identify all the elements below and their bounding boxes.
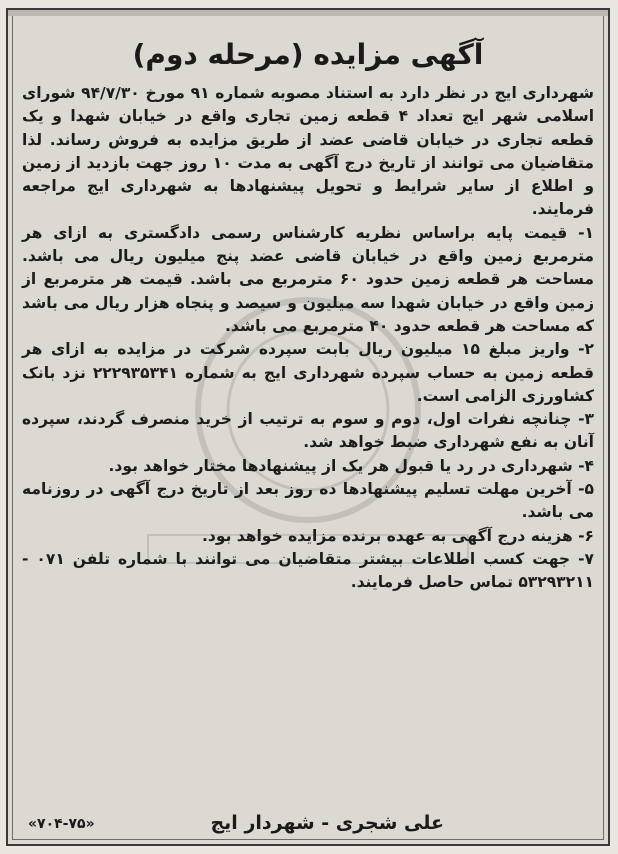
top-edge-strip: [8, 10, 608, 16]
notice-title: آگهی مزایده (مرحله دوم): [132, 38, 484, 71]
signature-line: علی شجری - شهردار ایج: [210, 812, 444, 834]
notice-item-6: ۶- هزینه درج آگهی به عهده برنده مزایده خواهد بود.: [202, 526, 594, 545]
notice-item-5: ۵- آخرین مهلت تسلیم پیشنهادها ده روز بعد از تاریخ درج آگهی در روزنامه می باشد.: [22, 480, 594, 522]
notice-intro: شهرداری ایج در نظر دارد به استناد مصوبه شماره ۹۱ مورخ ۹۴/۷/۳۰ شورای اسلامی شهر ایج تعداد ۴ قطعه زمین تجاری واقع در خیابان شهدا و یک قطعه تجاری در خیابان قاضی عضد از طریق مزایده به فروش رساند. لذا متقاضیان می توانند از تاریخ درج آگهی به مدت ۱۰ روز جهت بازدید از زمین و اطلاع از سایر شرایط و تحویل پیشنهادها به شهرداری ایج مراجعه فرمایند.: [22, 84, 595, 219]
notice-footer: [22, 806, 594, 836]
notice-item-7: ۷- جهت کسب اطلاعات بیشتر متقاضیان می توانند با شماره تلفن ۰۷۱ - ۵۳۲۹۳۲۱۱ تماس حاصل فرمایند.: [22, 549, 594, 592]
notice-body: [22, 82, 594, 595]
notice-item-3: ۳- چنانچه نفرات اول، دوم و سوم به ترتیب از خرید منصرف گردند، سپرده آنان به نفع شهرداری ضبط خواهد شد.: [22, 410, 594, 452]
notice-code: «۷۰۴-۷۵»: [28, 816, 95, 832]
notice-item-4: ۴- شهرداری در رد یا قبول هر یک از پیشنهادها مختار خواهد بود.: [108, 456, 594, 475]
notice-clipping: [6, 8, 610, 846]
notice-item-1: ۱- قیمت پایه براساس نظریه کارشناس رسمی دادگستری به ازای هر مترمربع زمین واقع در خیابان قاضی عضد پنج میلیون ریال می باشد. مساحت هر قطعه زمین حدود ۶۰ مترمربع می باشد. قیمت هر مترمربع از زمین واقع در خیابان شهدا سه میلیون و سیصد و پنجاه هزار ریال می باشد که مساحت هر قطعه حدود ۴۰ مترمربع می باشد.: [22, 223, 595, 335]
notice-item-2: ۲- واریز مبلغ ۱۵ میلیون ریال بابت سپرده شرکت در مزایده به ازای هر قطعه زمین به حساب سپرده شهرداری ایج به شماره ۲۲۲۹۳۵۳۴۱ نزد بانک کشاورزی الزامی است.: [22, 340, 595, 405]
